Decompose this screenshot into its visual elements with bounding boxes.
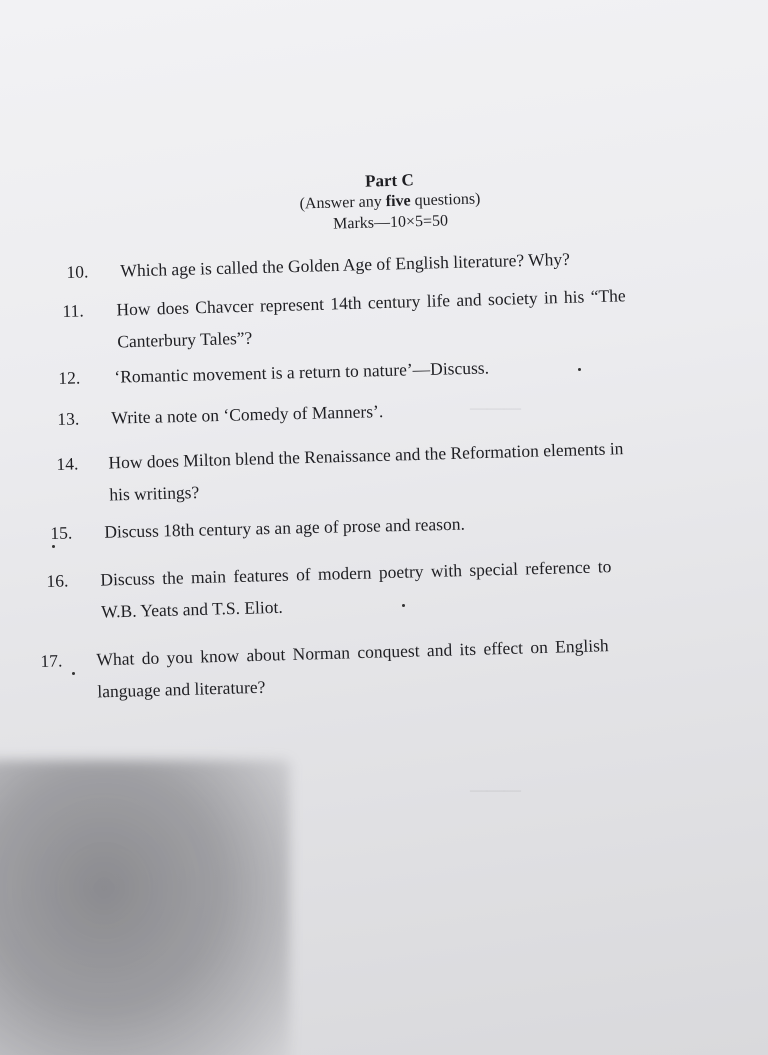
- instruction-emphasis: five: [385, 192, 411, 211]
- question-number: 14.: [56, 453, 79, 474]
- question-line: What do you know about Norman conquest and its effect on English: [96, 635, 609, 670]
- question-text: [104, 508, 465, 548]
- question-line: W.B. Yeats and T.S. Eliot.: [100, 596, 283, 622]
- question-line: Which age is called the Golden Age of English literature? Why?: [120, 248, 571, 281]
- question-text: [96, 625, 764, 708]
- question-number: 12.: [58, 367, 81, 388]
- question-line: Write a note on ‘Comedy of Manners’.: [111, 401, 384, 428]
- ink-speck: [52, 545, 55, 548]
- question-17: [40, 625, 766, 702]
- ink-speck: [578, 368, 581, 371]
- question-line: How does Milton blend the Renaissance and the Reformation elements in: [108, 438, 624, 473]
- question-number: 17.: [40, 650, 63, 671]
- section-title: Part C: [364, 170, 414, 191]
- question-line: language and literature?: [97, 676, 266, 702]
- question-13: [57, 391, 557, 429]
- question-line: Canterbury Tales”?: [117, 327, 253, 352]
- bleed-through-mark: ———: [470, 398, 521, 417]
- question-text: [108, 429, 750, 511]
- question-line: Discuss the main features of modern poetry with special reference to: [100, 556, 612, 590]
- question-text: [116, 277, 718, 358]
- question-line: Discuss 18th century as an age of prose and reason.: [104, 513, 466, 542]
- question-number: 15.: [50, 522, 73, 543]
- question-line: his writings?: [109, 482, 200, 505]
- question-text: [114, 351, 489, 392]
- instruction-prefix: (Answer any: [299, 193, 386, 213]
- question-text: [100, 546, 761, 627]
- instruction-suffix: questions): [410, 190, 481, 210]
- question-text: [111, 395, 384, 434]
- question-number: 10.: [66, 261, 89, 282]
- question-number: 11.: [62, 300, 84, 321]
- bleed-through-mark: ———: [470, 780, 521, 799]
- question-16: [46, 546, 766, 622]
- question-text: [120, 243, 570, 287]
- ink-speck: [72, 672, 75, 675]
- marks-line: Marks—10×5=50: [332, 212, 449, 233]
- question-number: 13.: [57, 408, 80, 429]
- question-number: 16.: [46, 570, 69, 591]
- question-line: ‘Romantic movement is a return to nature’—Discuss.: [114, 357, 490, 387]
- question-line: How does Chavcer represent 14th century life and society in his “The: [116, 285, 626, 320]
- ink-speck: [402, 604, 405, 607]
- question-10: [66, 240, 666, 282]
